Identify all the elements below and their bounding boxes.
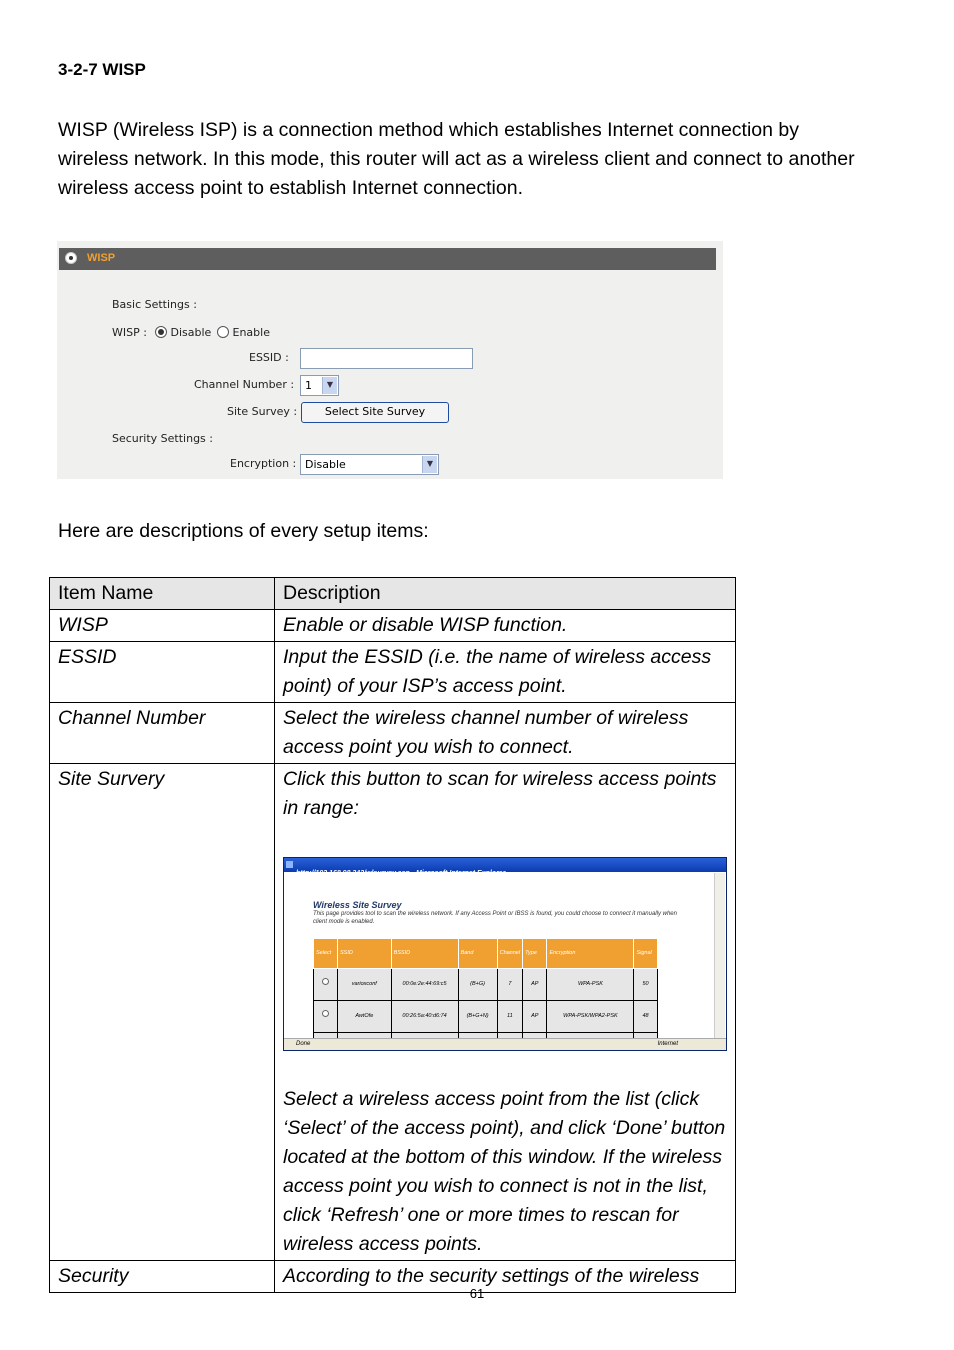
col-select: Select xyxy=(314,939,338,969)
table-row xyxy=(50,642,736,703)
site-survey-instructions: Select a wireless access point from the list (click ‘Select’ of the access point), and click ‘Done’ button located at the bottom of this window. If the wireless access point you wish to connect is not in the list, click ‘Refresh’ one or more times to rescan for wireless access points. xyxy=(283,1088,726,1255)
site-survey-label: Site Survey : xyxy=(227,405,298,418)
survey-cell: (B+G) xyxy=(458,969,497,1001)
item-name: Site Survery xyxy=(50,764,275,1261)
survey-cell: (B+G+N) xyxy=(458,1001,497,1033)
item-description: According to the security settings of the wireless xyxy=(275,1261,736,1293)
status-zone: Internet xyxy=(657,1041,678,1047)
intro-paragraph: WISP (Wireless ISP) is a connection method which establishes Internet connection by wireless network. In this mode, this router will act as a wireless client and connect to another wireless access point to establish Internet connection. xyxy=(58,119,855,199)
table-row xyxy=(50,703,736,764)
disable-label: Disable xyxy=(170,326,212,339)
survey-table xyxy=(313,938,658,1038)
survey-row xyxy=(314,1001,658,1033)
encryption-value: Disable xyxy=(305,458,346,471)
site-survey-window-screenshot xyxy=(283,857,727,1051)
channel-number-select[interactable] xyxy=(300,375,339,396)
survey-select-cell[interactable] xyxy=(314,969,338,1001)
survey-cell: WPA-PSK xyxy=(547,969,634,1001)
essid-label: ESSID : xyxy=(249,351,289,364)
col-signal: Signal xyxy=(634,939,657,969)
panel-title: WISP xyxy=(87,252,116,264)
survey-cell: 48 xyxy=(634,1001,657,1033)
survey-cell: AwtOfe xyxy=(338,1001,392,1033)
table-row xyxy=(50,764,736,1261)
item-name: ESSID xyxy=(50,642,275,703)
survey-cell: 00:26:5a:40:d6:74 xyxy=(391,1001,458,1033)
survey-cell: 00:0e:2e:44:69:c5 xyxy=(391,969,458,1001)
table-row xyxy=(50,610,736,642)
item-name: Channel Number xyxy=(50,703,275,764)
wisp-disable-radio[interactable] xyxy=(155,326,211,339)
chevron-down-icon: ▼ xyxy=(322,377,337,394)
encryption-label: Encryption : xyxy=(230,457,297,470)
status-bar xyxy=(284,1038,726,1050)
wisp-label: WISP : xyxy=(112,326,147,339)
chevron-down-icon: ▼ xyxy=(422,456,437,473)
item-description: Select the wireless channel number of wireless access point you wish to connect. xyxy=(275,703,736,764)
item-name: Security xyxy=(50,1261,275,1293)
status-done: Done xyxy=(296,1041,311,1047)
survey-cell: 11 xyxy=(497,1001,523,1033)
items-table xyxy=(49,577,736,1293)
radio-icon[interactable] xyxy=(322,978,329,985)
section-heading: 3-2-7 WISP xyxy=(58,60,146,79)
survey-page-title: Wireless Site Survey xyxy=(313,900,402,910)
survey-page-text: This page provides tool to scan the wireless network. If any Access Point or IBSS is found, you could choose to connect it manually when client mode is enabled. xyxy=(313,911,677,925)
radio-unselected-icon xyxy=(217,326,229,338)
survey-cell: varioxconf xyxy=(338,969,392,1001)
scrollbar xyxy=(714,873,725,1038)
col-bssid: BSSID xyxy=(391,939,458,969)
col-band: Band xyxy=(458,939,497,969)
bullet-icon xyxy=(65,252,77,264)
encryption-select[interactable] xyxy=(300,454,439,475)
item-description: Input the ESSID (i.e. the name of wireless access point) of your ISP’s access point. xyxy=(275,642,736,703)
survey-header-row xyxy=(314,939,658,969)
header-item-name: Item Name xyxy=(50,578,275,610)
site-survey-description: Click this button to scan for wireless access points in range: xyxy=(283,768,717,819)
survey-cell: AP xyxy=(523,1001,547,1033)
enable-label: Enable xyxy=(232,326,270,339)
radio-selected-icon xyxy=(155,326,167,338)
security-settings-label: Security Settings : xyxy=(112,432,213,445)
header-description: Description xyxy=(275,578,736,610)
panel-title-bar xyxy=(59,248,716,270)
item-description xyxy=(275,764,736,1261)
survey-select-cell[interactable] xyxy=(314,1001,338,1033)
survey-row xyxy=(314,969,658,1001)
page-number: 61 xyxy=(469,1286,485,1301)
wisp-settings-panel xyxy=(57,241,723,479)
survey-cell: 7 xyxy=(497,969,523,1001)
select-site-survey-button[interactable]: Select Site Survey xyxy=(301,402,449,423)
descriptions-intro: Here are descriptions of every setup items: xyxy=(58,520,429,542)
channel-number-label: Channel Number : xyxy=(194,378,295,391)
item-name: WISP xyxy=(50,610,275,642)
window-content xyxy=(287,873,714,1038)
basic-settings-label: Basic Settings : xyxy=(112,298,197,311)
channel-value: 1 xyxy=(305,379,312,392)
wisp-enable-radio[interactable] xyxy=(217,326,270,339)
col-encryption: Encryption xyxy=(547,939,634,969)
item-description: Enable or disable WISP function. xyxy=(275,610,736,642)
radio-icon[interactable] xyxy=(322,1010,329,1017)
col-ssid: SSID xyxy=(338,939,392,969)
survey-cell: 50 xyxy=(634,969,657,1001)
table-header-row xyxy=(50,578,736,610)
essid-input[interactable] xyxy=(300,348,473,369)
window-title-bar xyxy=(284,858,726,872)
survey-cell: AP xyxy=(523,969,547,1001)
survey-cell: WPA-PSK/WPA2-PSK xyxy=(547,1001,634,1033)
col-channel: Channel xyxy=(497,939,523,969)
col-type: Type xyxy=(523,939,547,969)
ie-icon xyxy=(286,861,293,868)
